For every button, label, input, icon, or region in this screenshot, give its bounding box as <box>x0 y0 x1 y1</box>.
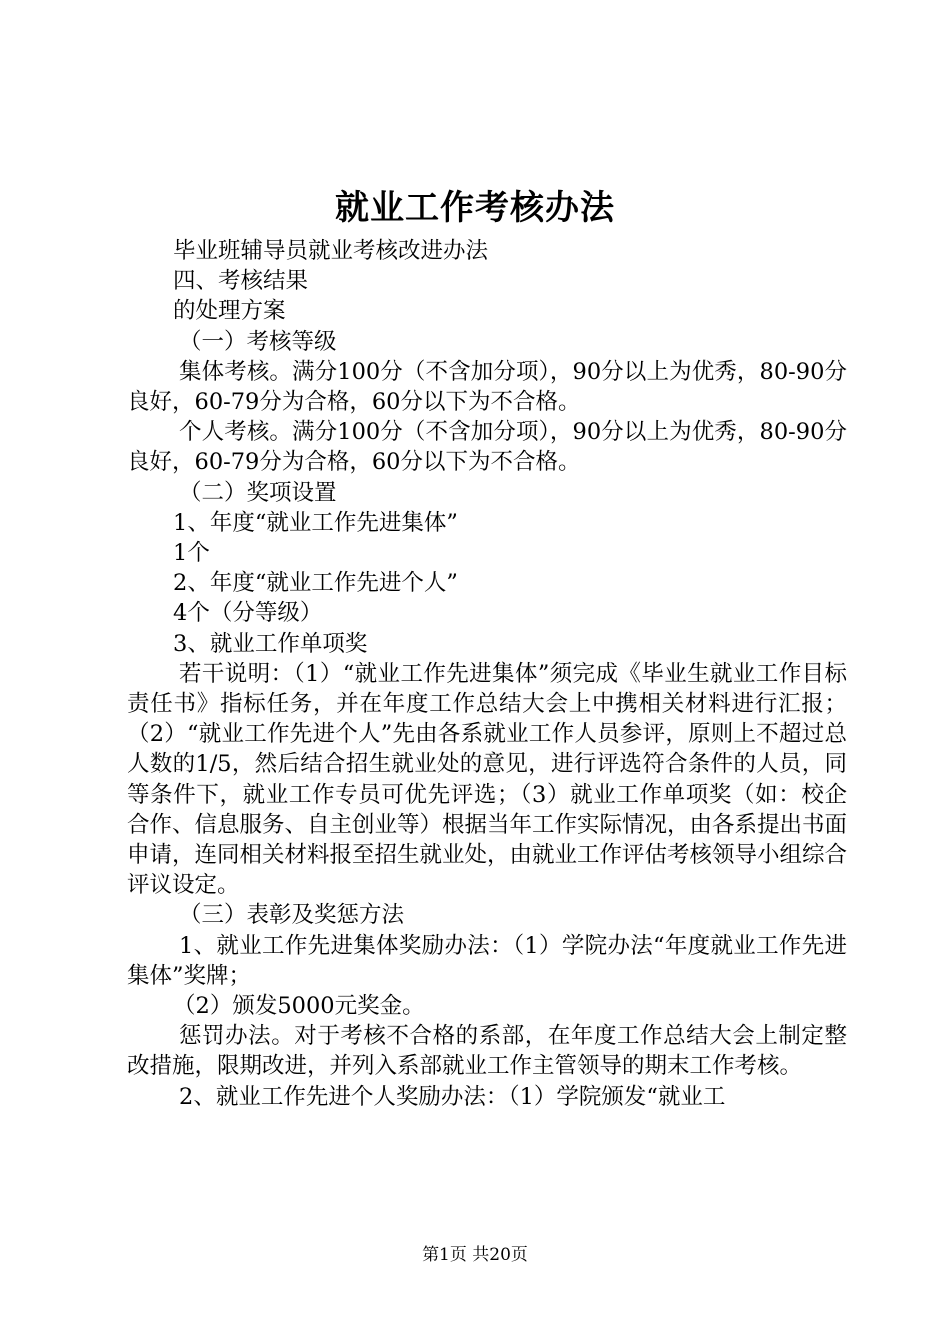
paragraph-award-single: 3、就业工作单项奖 <box>173 630 368 657</box>
paragraph-section-heading: 四、考核结果 <box>173 268 309 295</box>
paragraph-individual-assessment: 个人考核。满分100分（不含加分项），90分以上为优秀，80-90分良好，60-79分为合格，60分以下为不合格。 <box>127 419 847 476</box>
document-body <box>127 236 847 1112</box>
paragraph-notes: 若干说明：（1）“就业工作先进集体”须完成《毕业生就业工作目标责任书》指标任务，并在年度工作总结大会上中携相关材料进行汇报；（2）“就业工作先进个人”先由各系就业工作人员参评，原则上不超过总人数的1/5，然后结合招生就业处的意见，进行评选符合条件的人员，同等条件下，就业工作专员可优先评选；（3）就业工作单项奖（如：校企合作、信息服务、自主创业等）根据当年工作实际情况，由各系提出书面申请，连同相关材料报至招生就业处，由就业工作评估考核领导小组综合评议设定。 <box>127 660 848 899</box>
paragraph-grade-heading: （一）考核等级 <box>179 328 337 355</box>
paragraph-collective-assessment: 集体考核。满分100分（不含加分项），90分以上为优秀，80-90分良好，60-79分为合格，60分以下为不合格。 <box>127 358 847 416</box>
paragraph-award-collective: 1、年度“就业工作先进集体” <box>173 509 458 536</box>
paragraph-award-individual: 2、年度“就业工作先进个人” <box>173 570 458 597</box>
paragraph-awards-heading: （二）奖项设置 <box>179 479 337 506</box>
paragraph-section-heading-cont: 的处理方案 <box>173 298 286 325</box>
paragraph-reward-heading: （三）表彰及奖惩方法 <box>179 902 405 929</box>
paragraph-reward-bonus: （2）颁发5000元奖金。 <box>173 993 425 1020</box>
paragraph-award-collective-count: 1个 <box>173 540 210 567</box>
paragraph-reward-collective: 1、就业工作先进集体奖励办法：（1）学院办法“年度就业工作先进集体”奖牌； <box>127 932 847 989</box>
paragraph-penalty: 惩罚办法。对于考核不合格的系部，在年度工作总结大会上制定整改措施，限期改进，并列入系部就业工作主管领导的期末工作考核。 <box>127 1023 847 1080</box>
document-title: 就业工作考核办法 <box>335 188 615 228</box>
paragraph-award-individual-count: 4个（分等级） <box>173 600 323 627</box>
page-footer: 第1页 共20页 <box>422 1245 528 1265</box>
paragraph-reward-individual: 2、就业工作先进个人奖励办法：（1）学院颁发“就业工 <box>179 1083 726 1110</box>
paragraph-subtitle: 毕业班辅导员就业考核改进办法 <box>173 238 489 264</box>
